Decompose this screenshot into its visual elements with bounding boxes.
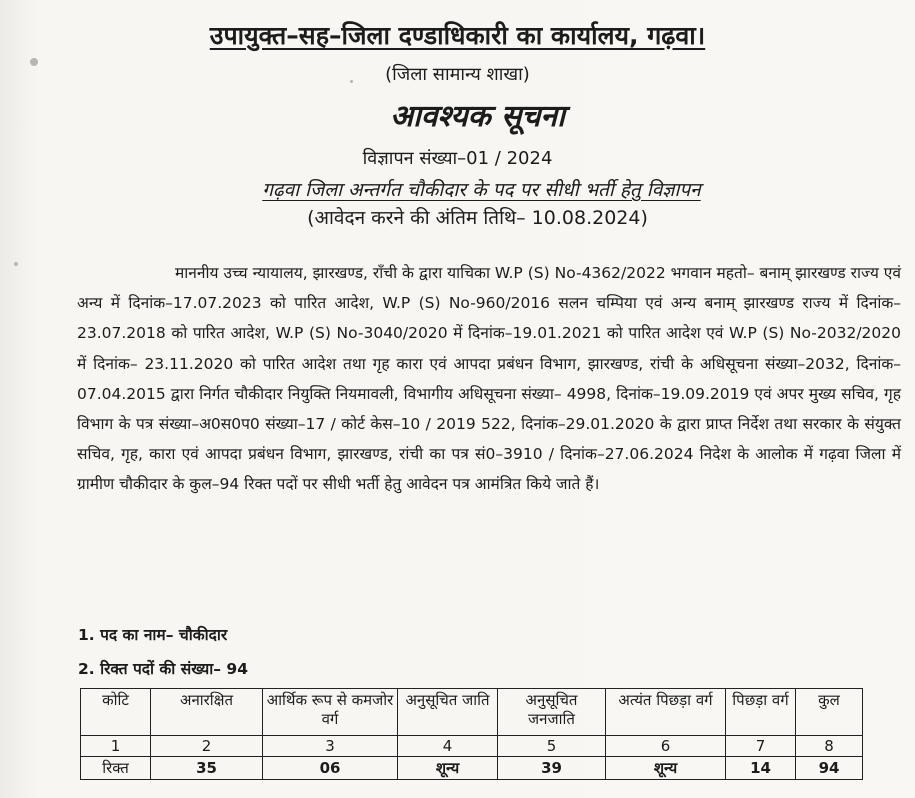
header-cell: आर्थिक रूप से कमजोर वर्ग	[263, 689, 398, 736]
table-row	[81, 736, 863, 757]
table-cell: रिक्त	[81, 757, 151, 780]
header-cell: अत्यंत पिछड़ा वर्ग	[606, 689, 726, 736]
table-cell: 35	[151, 757, 263, 780]
table-cell: शून्य	[606, 757, 726, 780]
table-cell: 8	[796, 736, 863, 757]
table-header-row	[81, 689, 863, 736]
header-cell: अनुसूचित जाति	[398, 689, 498, 736]
header-cell: कोटि	[81, 689, 151, 736]
post-name-item: 1. पद का नाम– चौकीदार	[78, 626, 228, 644]
table-cell: 94	[796, 757, 863, 780]
table-cell: 2	[151, 736, 263, 757]
table-cell: 5	[498, 736, 606, 757]
vacancy-count-item: 2. रिक्त पदों की संख्या– 94	[78, 660, 248, 678]
table-cell: 14	[726, 757, 796, 780]
last-date: (आवेदन करने की अंतिम तिथि– 10.08.2024)	[307, 207, 648, 229]
body-paragraph: माननीय उच्च न्यायालय, झारखण्ड, राँची के द्वारा याचिका W.P (S) No-4362/2022 भगवान महतो– बनाम् झारखण्ड राज्य एवं अन्य में दिनांक–17.07.2023 को पारित आदेश, W.P (S) No-960/2016 सलन चम्पिया एवं अन्य बनाम् झारखण्ड राज्य में दिनांक–23.07.2018 को पारित आदेश, W.P (S) No-3040/2020 में दिनांक–19.01.2021 को पारित आदेश एवं W.P (S) No-2032/2020 में दिनांक– 23.11.2020 को पारित आदेश तथा गृह कारा एवं आपदा प्रबंधन विभाग, झारखण्ड, रांची के अधिसूचना संख्या–2032, दिनांक–07.04.2015 द्वारा निर्गत चौकीदार नियुक्ति नियमावली, विभागीय अधिसूचना संख्या– 4998, दिनांक–19.09.2019 एवं अपर मुख्य सचिव, गृह विभाग के पत्र संख्या–अ0स0प0 संख्या–17 / कोर्ट केस–10 / 2019 522, दिनांक–29.01.2020 के द्वारा प्राप्त निर्देश तथा सरकार के संयुक्त सचिव, गृह, कारा एवं आपदा प्रबंधन विभाग, झारखण्ड, रांची का पत्र सं0–3910 / दिनांक–27.06.2024 निदेश के आलोक में गढ़वा जिला में ग्रामीण चौकीदार के कुल–94 रिक्त पदों पर सीधी भर्ती हेतु आवेदन पत्र आमंत्रित किये जाते हैं।	[77, 264, 901, 494]
ad-number: विज्ञापन संख्या–01 / 2024	[362, 148, 553, 169]
table-cell: 06	[263, 757, 398, 780]
table-cell: शून्य	[398, 757, 498, 780]
header-cell: पिछड़ा वर्ग	[726, 689, 796, 736]
notice-title: आवश्यक सूचना	[390, 99, 565, 134]
vacancy-table	[80, 688, 863, 780]
office-heading: उपायुक्त–सह–जिला दण्डाधिकारी का कार्यालय, गढ़वा।	[209, 21, 706, 50]
header-cell: अनुसूचित जनजाति	[498, 689, 606, 736]
ad-subject: गढ़वा जिला अन्तर्गत चौकीदार के पद पर सीधी भर्ती हेतु विज्ञापन	[262, 179, 701, 201]
table-cell: 6	[606, 736, 726, 757]
branch-subheading: (जिला सामान्य शाखा)	[385, 64, 530, 85]
scan-speck	[14, 262, 18, 266]
table-row	[81, 757, 863, 780]
table-cell: 1	[81, 736, 151, 757]
table-cell: 7	[726, 736, 796, 757]
table-cell: 4	[398, 736, 498, 757]
header-cell: कुल	[796, 689, 863, 736]
header-cell: अनारक्षित	[151, 689, 263, 736]
table-cell: 3	[263, 736, 398, 757]
table-cell: 39	[498, 757, 606, 780]
